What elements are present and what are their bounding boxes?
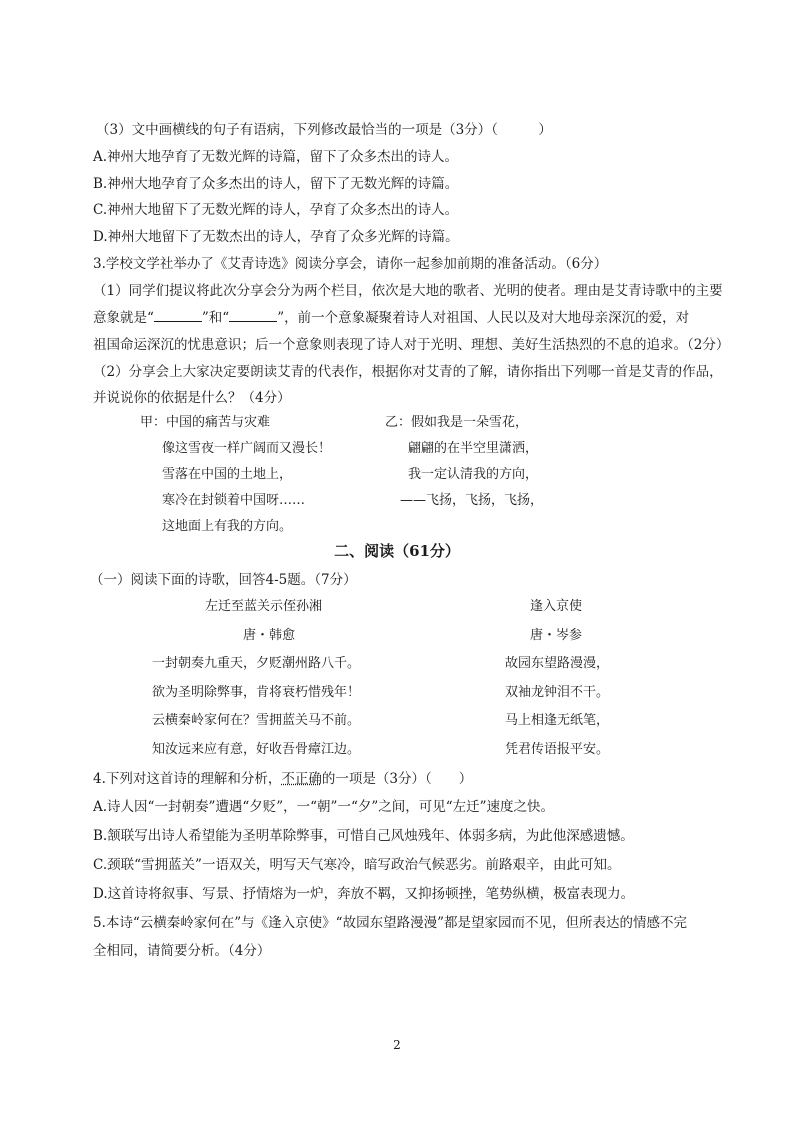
q3b-part1-line1: （1）同学们提议将此次分享会分为两个栏目，依次是大地的歌者、光明的使者。理由是艾青诗歌中的主要 bbox=[93, 283, 723, 299]
poem-a-author: 唐・韩愈 bbox=[243, 628, 296, 643]
q3b-part1-line2: 意象就是“ ”和“ ”，前一个意象凝聚着诗人对祖国、人民以及对大地母亲深沉的爱，对 bbox=[93, 310, 690, 326]
poem-jia-line: 像这雪夜一样广阔而又漫长！ bbox=[162, 441, 332, 456]
poem-b-author: 唐・岑参 bbox=[530, 628, 583, 643]
section-sub-heading: （一）阅读下面的诗歌，回答4-5题。（7分） bbox=[90, 572, 357, 588]
poem-a-title: 左迁至蓝关示侄孙湘 bbox=[205, 599, 323, 614]
q3-option-b: B.神州大地孕育了众多杰出的诗人，留下了无数光辉的诗篇。 bbox=[93, 176, 459, 192]
poem-jia-line: 这地面上有我的方向。 bbox=[162, 519, 293, 534]
poem-b-title: 逢入京使 bbox=[530, 599, 583, 614]
answer-blank[interactable] bbox=[154, 309, 202, 322]
q5-stem-line1: 5.本诗“云横秦岭家何在”与《逢入京使》“故园东望路漫漫”都是望家园而不见，但所表达的情感不完 bbox=[93, 915, 687, 931]
poem-b-line: 故园东望路漫漫， bbox=[505, 656, 610, 671]
poem-a-line: 云横秦岭家何在？雪拥蓝关马不前。 bbox=[152, 713, 361, 728]
poem-a-line: 知汝远来应有意，好收吾骨瘴江边。 bbox=[152, 742, 361, 757]
poem-a-line: 欲为圣明除弊事，肯将衰朽惜残年！ bbox=[152, 685, 361, 700]
q3b-part1-line3: 祖国命运深沉的忧患意识；后一个意象则表现了诗人对于光明、理想、美好生活热烈的不息的追求。（2分） bbox=[93, 337, 730, 353]
poem-yi-line: 我一定认清我的方向， bbox=[408, 467, 539, 482]
poem-b-line: 马上相逢无纸笔， bbox=[505, 713, 610, 728]
q5-stem-line2: 全相同，请简要分析。（4分） bbox=[93, 943, 271, 959]
q4-option-c: C.颈联“雪拥蓝关”一语双关，明写天气寒冷，暗写政治气候恶劣。前路艰辛，由此可知。 bbox=[93, 857, 621, 873]
q3b-part2-line2: 并说说你的依据是什么？（4分） bbox=[93, 390, 291, 406]
emphasis-mark: 不正确 bbox=[281, 771, 322, 787]
q3-stem: （3）文中画横线的句子有语病，下列修改最恰当的一项是（3分）（ ） bbox=[96, 122, 552, 138]
q3b-part2-line1: （2）分享会上大家决定要朗读艾青的代表作，根据你对艾青的了解，请你指出下列哪一首是艾青的作品， bbox=[93, 364, 723, 380]
poem-yi-line: 翩翩的在半空里潇洒， bbox=[408, 441, 539, 456]
page-number: 2 bbox=[393, 1038, 401, 1052]
poem-a-line: 一封朝奏九重天，夕贬潮州路八千。 bbox=[152, 656, 361, 671]
q3-option-c: C.神州大地留下了无数光辉的诗人，孕育了众多杰出的诗人。 bbox=[93, 202, 459, 218]
poem-jia-line: 甲：中国的痛苦与灾难 bbox=[140, 415, 271, 430]
q4-stem: 4.下列对这首诗的理解和分析，不正确的一项是（3分）（ ） bbox=[93, 771, 473, 787]
poem-jia-line: 寒冷在封锁着中国呀…… bbox=[162, 493, 306, 508]
answer-blank[interactable] bbox=[229, 309, 277, 322]
poem-b-line: 凭君传语报平安。 bbox=[505, 742, 610, 757]
section-title: 二、阅读（61分） bbox=[334, 542, 460, 560]
q4-option-a: A.诗人因“一封朝奏”遭遇“夕贬”，一“朝”一“夕”之间，可见“左迁”速度之快。 bbox=[93, 799, 555, 815]
poem-yi-line: ——飞扬，飞扬，飞扬， bbox=[400, 493, 544, 508]
q3-option-d: D.神州大地留下了无数杰出的诗人，孕育了众多光辉的诗篇。 bbox=[93, 229, 459, 245]
q4-option-b: B.颔联写出诗人希望能为圣明革除弊事，可惜自己风烛残年、体弱多病，为此他深感遗憾。 bbox=[93, 828, 634, 844]
q3b-stem: 3.学校文学社举办了《艾青诗选》阅读分享会，请你一起参加前期的准备活动。（6分） bbox=[93, 256, 608, 272]
poem-jia-line: 雪落在中国的土地上， bbox=[162, 467, 293, 482]
q3-option-a: A.神州大地孕育了无数光辉的诗篇，留下了众多杰出的诗人。 bbox=[93, 149, 459, 165]
poem-b-line: 双袖龙钟泪不干。 bbox=[505, 685, 610, 700]
poem-yi-line: 乙：假如我是一朵雪花， bbox=[385, 415, 529, 430]
q4-option-d: D.这首诗将叙事、写景、抒情熔为一炉，奔放不羁，又抑扬顿挫，笔势纵横，极富表现力。 bbox=[93, 886, 635, 902]
